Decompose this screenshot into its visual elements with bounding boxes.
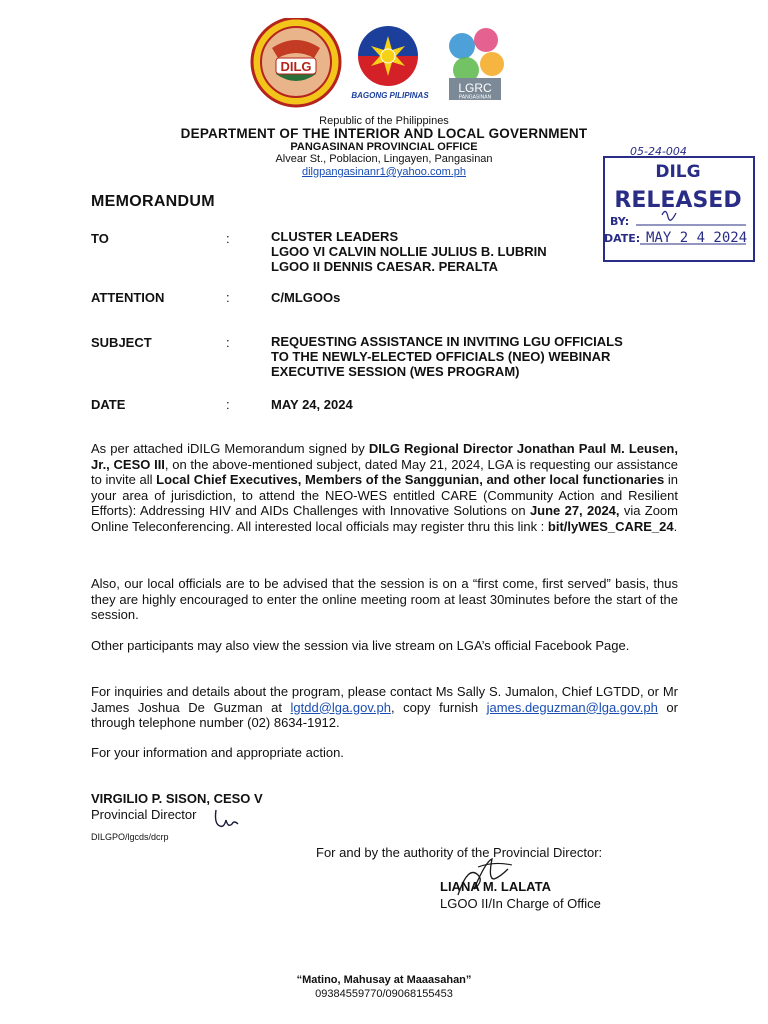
body-paragraph-4: For inquiries and details about the program, please contact Ms Sally S. Jumalon, Chief LGTDD, or Mr James Joshua De Guzman at lgtdd@lga.gov.ph, copy furnish james.deguzman@lga.gov.ph or through telephone number (02) 8634-1912. bbox=[91, 684, 678, 730]
authority-line: For and by the authority of the Provincial Director: bbox=[316, 845, 603, 860]
oic-name: LIANA M. LALATA bbox=[440, 879, 551, 894]
footer-phones: 09384559770/09068155453 bbox=[315, 988, 453, 1000]
lgtdd-email-link[interactable]: lgtdd@lga.gov.ph bbox=[290, 699, 391, 715]
released-stamp bbox=[596, 143, 756, 263]
date-colon: : bbox=[226, 397, 230, 412]
director-initial-signature bbox=[212, 808, 242, 830]
subject-line: REQUESTING ASSISTANCE IN INVITING LGU OFFICIALS bbox=[271, 334, 623, 349]
to-colon: : bbox=[226, 231, 230, 246]
body-paragraph-2: Also, our local officials are to be advised that the session is on a “first come, first served” basis, thus they are highly encouraged to enter the online meeting room at least 30minutes before the start of the session. bbox=[91, 576, 678, 622]
memo-title: MEMORANDUM bbox=[91, 193, 215, 210]
office-address: Alvear St., Poblacion, Lingayen, Pangasinan bbox=[275, 153, 493, 165]
subject-value bbox=[271, 334, 623, 379]
registration-link-text: bit/lyWES_CARE_24 bbox=[547, 518, 674, 534]
oic-title: LGOO II/In Charge of Office bbox=[440, 896, 601, 911]
deguzman-email-link[interactable]: james.deguzman@lga.gov.ph bbox=[486, 699, 658, 715]
stamp-org: DILG bbox=[655, 162, 701, 182]
attention-colon: : bbox=[226, 290, 230, 305]
stamp-date-label: DATE: bbox=[604, 232, 641, 245]
subject-line: TO THE NEWLY-ELECTED OFFICIALS (NEO) WEBINAR bbox=[271, 349, 611, 364]
to-value bbox=[271, 229, 547, 274]
lgrc-subtext: PANGASINAN bbox=[458, 94, 492, 101]
office-email-link[interactable]: dilgpangasinanr1@yahoo.com.ph bbox=[301, 166, 467, 178]
dilg-seal-logo bbox=[252, 18, 340, 106]
subject-colon: : bbox=[226, 335, 230, 350]
to-label: TO bbox=[91, 231, 109, 246]
office-name: PANGASINAN PROVINCIAL OFFICE bbox=[290, 141, 478, 153]
signatory-title: Provincial Director bbox=[91, 807, 197, 822]
subject-line: EXECUTIVE SESSION (WES PROGRAM) bbox=[271, 364, 520, 379]
lgrc-text: LGRC bbox=[458, 81, 492, 95]
republic-line: Republic of the Philippines bbox=[319, 115, 449, 127]
attention-label: ATTENTION bbox=[91, 290, 165, 305]
lgrc-logo bbox=[449, 28, 504, 101]
date-label: DATE bbox=[91, 397, 126, 412]
attention-value: C/MLGOOs bbox=[271, 290, 341, 305]
department-name: DEPARTMENT OF THE INTERIOR AND LOCAL GOVERNMENT bbox=[180, 126, 588, 141]
header-logos bbox=[0, 18, 768, 108]
stamp-by-label: BY: bbox=[610, 215, 630, 228]
subject-label: SUBJECT bbox=[91, 335, 152, 350]
stamp-handwritten-date: 05-24-004 bbox=[630, 145, 687, 158]
to-line: CLUSTER LEADERS bbox=[271, 229, 399, 244]
body-paragraph-5: For your information and appropriate action. bbox=[91, 745, 344, 760]
body-paragraph-1: As per attached iDILG Memorandum signed by DILG Regional Director Jonathan Paul M. Leusen, Jr., CESO III, on the above-mentioned subject, dated May 21, 2024, LGA is requesting our assistance to invite all Local Chief Executives, Members of the Sanggunian, and other local functionaries in your area of jurisdiction, to attend the NEO-WES entitled CARE (Community Action and Resilient Efforts): Addressing HIV and AIDs Challenges with Innovative Solutions on June 27, 2024, via Zoom Online Teleconferencing. All interested local officials may register thru this link : bit/lyWES_CARE_24. bbox=[91, 441, 678, 534]
stamp-date-value: MAY 2 4 2024 bbox=[646, 230, 748, 246]
reference-code: DILGPO/lgcds/dcrp bbox=[91, 832, 169, 842]
bagong-pilipinas-logo bbox=[351, 26, 429, 100]
body-paragraph-3: Other participants may also view the session via live stream on LGA’s official Facebook Page. bbox=[91, 638, 630, 653]
dilg-seal-text: DILG bbox=[280, 59, 312, 74]
signatory-name: VIRGILIO P. SISON, CESO V bbox=[91, 791, 263, 806]
to-line: LGOO II DENNIS CAESAR. PERALTA bbox=[271, 259, 499, 274]
stamp-status: RELEASED bbox=[614, 188, 742, 213]
date-value: MAY 24, 2024 bbox=[271, 397, 353, 412]
to-line: LGOO VI CALVIN NOLLIE JULIUS B. LUBRIN bbox=[271, 244, 547, 259]
bagong-pilipinas-text: BAGONG PILIPINAS bbox=[351, 91, 429, 100]
footer-motto: “Matino, Mahusay at Maaasahan” bbox=[296, 974, 472, 986]
